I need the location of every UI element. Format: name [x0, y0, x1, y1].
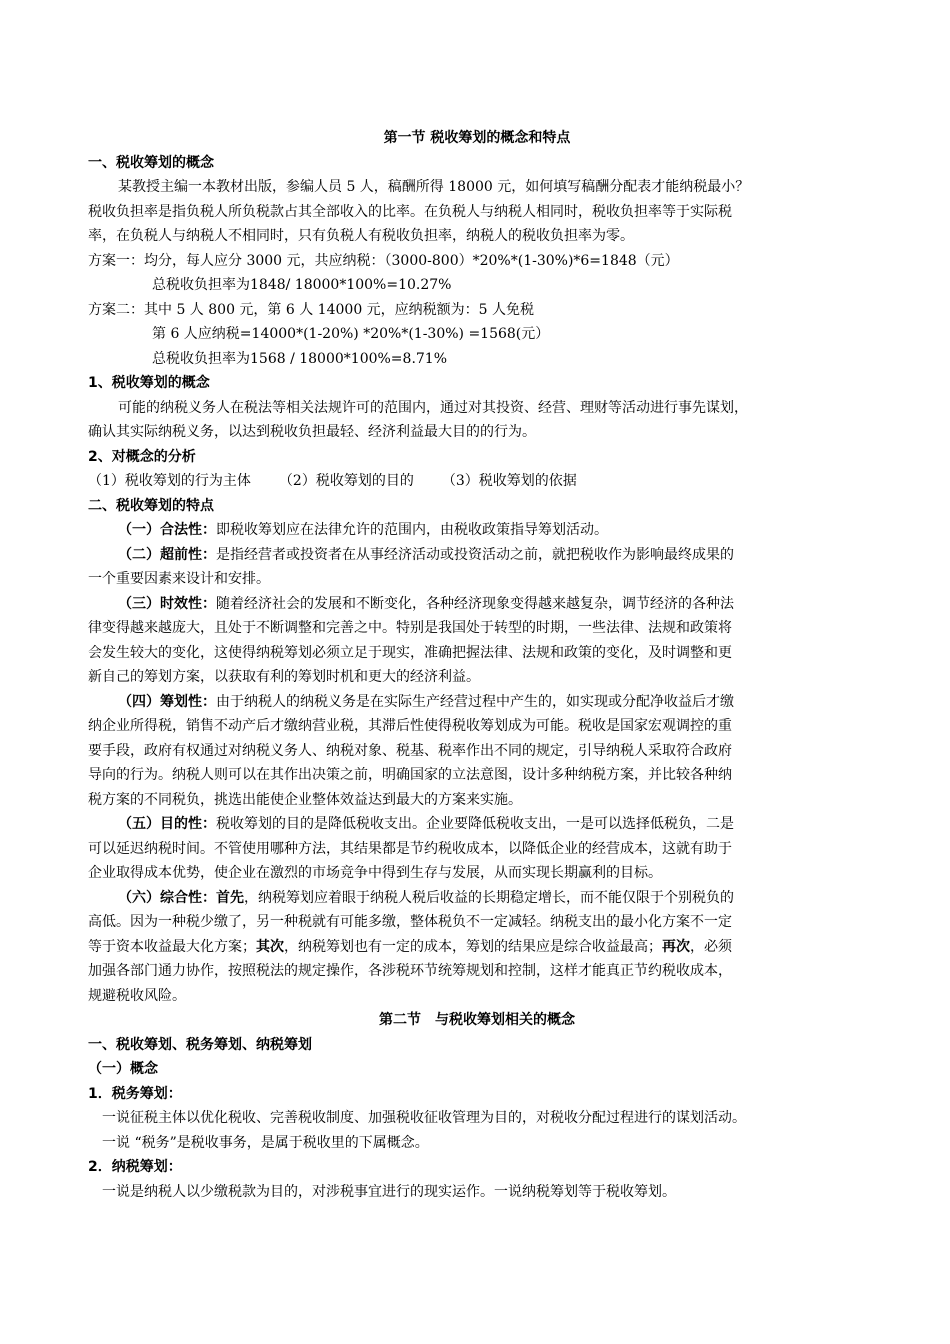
analysis-item: （1）税收筹划的行为主体 — [88, 473, 251, 489]
item-tax-affairs-planning: 1．税务筹划： — [88, 1085, 182, 1102]
definition-line-1: 可能的纳税义务人在税法等相关法规许可的范围内，通过对其投资、经营、理财等活动进行事先谋划， — [118, 399, 748, 416]
feature-label: （二）超前性： — [118, 546, 216, 563]
feature-comprehensive-cont: 等于资本收益最大化方案；其次，纳税筹划也有一定的成本，筹划的结果应是综合收益最高；再次，必须 — [88, 938, 732, 955]
feature-planning-cont: 导向的行为。纳税人则可以在其作出决策之前，明确国家的立法意图，设计多种纳税方案，并比较各种纳 — [88, 767, 732, 783]
analysis-list — [88, 469, 866, 494]
section1-title: 第一节 税收筹划的概念和特点 — [383, 130, 571, 146]
feature-timeliness-cont: 会发生较大的变化，这使得纳税筹划必须立足于现实，准确把握法律、法规和政策的变化，及时调整和更 — [88, 644, 732, 661]
example-paragraph: 某教授主编一本教材出版，参编人员 5 人，稿酬所得 18000 元，如何填写稿酬分配表才能纳税最小？ — [118, 179, 750, 195]
taxpayer-planning-definition: 一说是纳税人以少缴税款为目的，对涉税事宜进行的现实运作。一说纳税筹划等于税收筹划。 — [102, 1183, 676, 1200]
burden-rate-line-1: 税收负担率是指负税人所负税款占其全部收入的比率。在负税人与纳税人相同时，税收负担率等于实际税 — [88, 203, 732, 220]
document-page — [88, 126, 866, 1204]
section2-title: 第二节 与税收筹划相关的概念 — [379, 1012, 575, 1028]
plan1-burden: 总税收负担率为1848/ 18000*100%=10.27% — [152, 277, 452, 293]
definition-line-2: 确认其实际纳税义务，以达到税收负担最轻、经济利益最大目的的行为。 — [88, 424, 536, 440]
feature-purpose: （五）目的性：税收筹划的目的是降低税收支出。企业要降低税收支出，一是可以选择低税负，二是 — [118, 816, 734, 832]
feature-comprehensive: （六）综合性：首先，纳税筹划应着眼于纳税人税后收益的长期稳定增长，而不能仅限于个别税负的 — [118, 889, 734, 906]
heading-related-concepts: 一、税收筹划、税务筹划、纳税筹划 — [88, 1036, 312, 1053]
heading-concept-1: 1、税收筹划的概念 — [88, 375, 210, 391]
feature-timeliness-cont: 律变得越来越庞大，且处于不断调整和完善之中。特别是我国处于转型的时期，一些法律、法规和政策将 — [88, 620, 732, 636]
feature-comprehensive-cont: 高低。因为一种税少缴了，另一种税就有可能多缴，整体税负不一定减轻。纳税支出的最小化方案不一定 — [88, 914, 732, 930]
plan2-tax: 第 6 人应纳税=14000*(1-20%) *20%*(1-30%) =1568(元） — [152, 326, 550, 342]
heading-features: 二、税收筹划的特点 — [88, 497, 214, 514]
burden-rate-line-2: 率，在负税人与纳税人不相同时，只有负税人有税收负担率，纳税人的税收负担率为零。 — [88, 228, 634, 244]
analysis-item: （2）税收筹划的目的 — [278, 473, 414, 489]
analysis-item: （3）税收筹划的依据 — [441, 473, 577, 489]
feature-advance-cont: 一个重要因素来设计和安排。 — [88, 571, 270, 587]
heading-analysis: 2、对概念的分析 — [88, 448, 196, 465]
tax-affairs-definition-1: 一说征税主体以优化税收、完善税收制度、加强税收征收管理为目的，对税收分配过程进行的谋划活动。 — [102, 1110, 746, 1126]
feature-label: （六）综合性： — [118, 889, 216, 906]
feature-planning-cont: 纳企业所得税，销售不动产后才缴纳营业税，其滞后性使得税收筹划成为可能。税收是国家宏观调控的重 — [88, 718, 732, 734]
feature-advance: （二）超前性：是指经营者或投资者在从事经济活动或投资活动之前，就把税收作为影响最终成果的 — [118, 546, 734, 563]
item-taxpayer-planning: 2．纳税筹划： — [88, 1159, 182, 1175]
feature-label: （五）目的性： — [118, 816, 216, 832]
tax-affairs-definition-2: 一说 “税务”是税收事务，是属于税收里的下属概念。 — [102, 1134, 429, 1151]
heading-concept: 一、税收筹划的概念 — [88, 154, 214, 171]
feature-planning: （四）筹划性：由于纳税人的纳税义务是在实际生产经营过程中产生的，如实现或分配净收益后才缴 — [118, 693, 734, 710]
subheading-concept: （一）概念 — [88, 1061, 158, 1077]
feature-label: （一）合法性： — [118, 522, 216, 538]
plan2-line: 方案二：其中 5 人 800 元，第 6 人 14000 元，应纳税额为：5 人免税 — [88, 301, 535, 318]
feature-purpose-cont: 可以延迟纳税时间。不管使用哪种方法，其结果都是节约税收成本，以降低企业的经营成本，这就有助于 — [88, 840, 732, 857]
feature-timeliness-cont: 新自己的筹划方案，以获取有利的筹划时机和更大的经济利益。 — [88, 669, 480, 685]
plan2-burden: 总税收负担率为1568 / 18000*100%=8.71% — [152, 350, 448, 367]
plan1-line: 方案一：均分，每人应分 3000 元，共应纳税：（3000-800）*20%*(1-30%)*6=1848（元） — [88, 252, 679, 269]
feature-purpose-cont: 企业取得成本优势，使企业在激烈的市场竞争中得到生存与发展，从而实现长期赢利的目标。 — [88, 865, 662, 881]
feature-planning-cont: 要手段，政府有权通过对纳税义务人、纳税对象、税基、税率作出不同的规定，引导纳税人采取符合政府 — [88, 742, 732, 759]
feature-label: （三）时效性： — [118, 595, 216, 612]
feature-timeliness: （三）时效性：随着经济社会的发展和不断变化，各种经济现象变得越来越复杂，调节经济的各种法 — [118, 595, 734, 612]
feature-label: （四）筹划性： — [118, 693, 216, 710]
feature-comprehensive-cont: 加强各部门通力协作，按照税法的规定操作，各涉税环节统筹规划和控制，这样才能真正节约税收成本， — [88, 963, 732, 979]
feature-legality: （一）合法性：即税收筹划应在法律允许的范围内，由税收政策指导筹划活动。 — [118, 522, 608, 538]
feature-planning-cont: 税方案的不同税负，挑选出能使企业整体效益达到最大的方案来实施。 — [88, 791, 522, 808]
feature-comprehensive-cont: 规避税收风险。 — [88, 987, 186, 1004]
